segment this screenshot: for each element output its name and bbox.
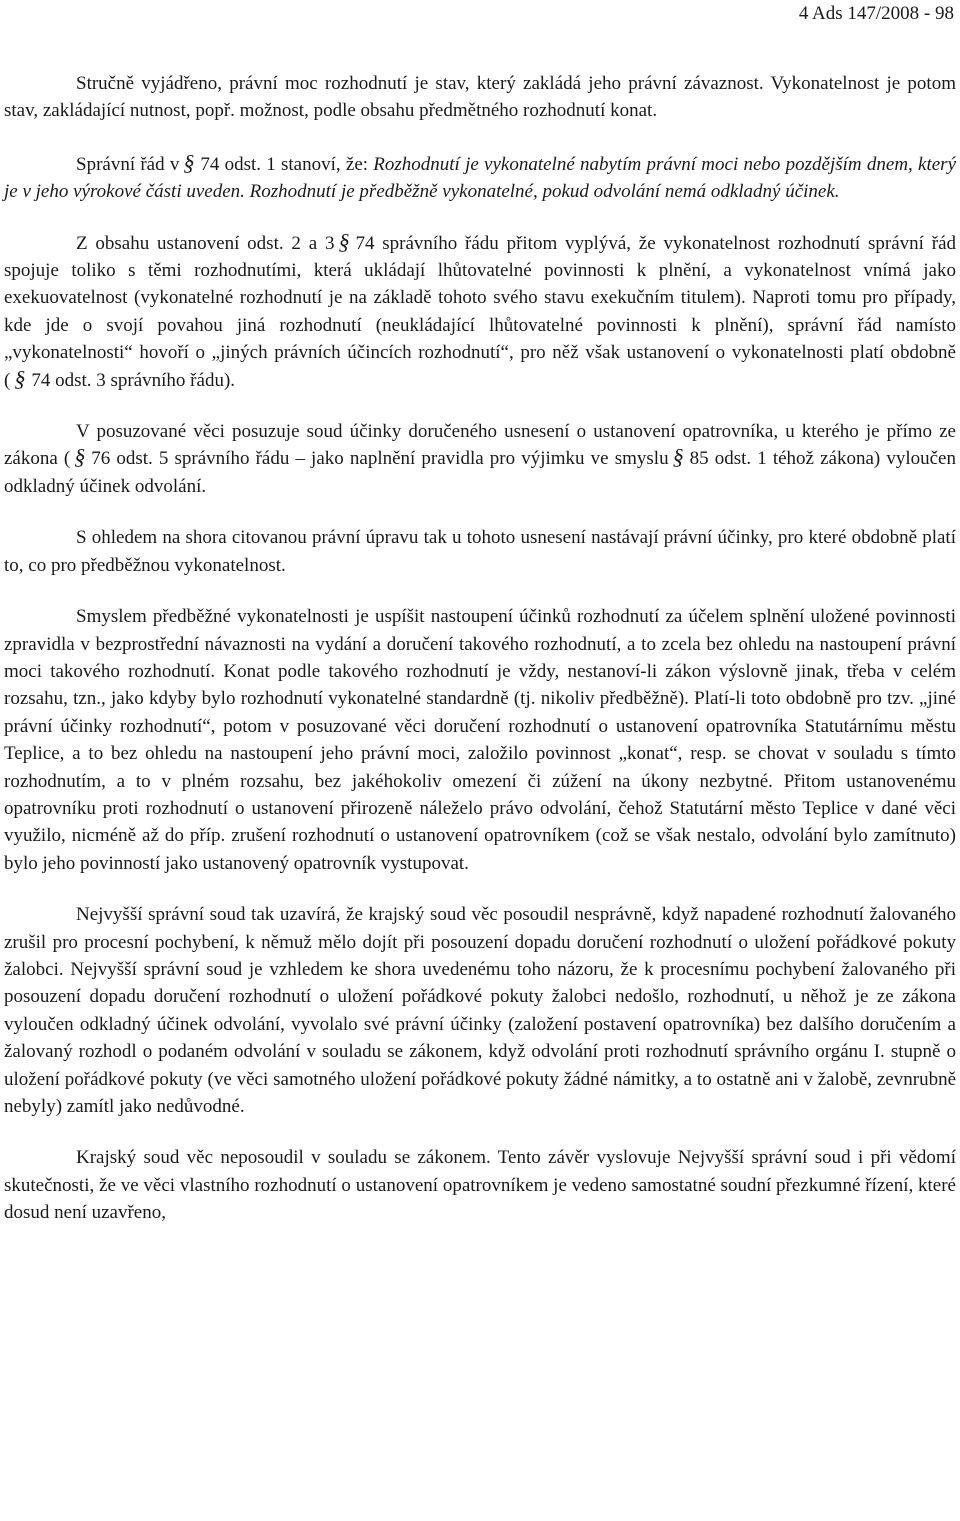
page-reference: 4 Ads 147/2008 - 98 [798,3,954,24]
paragraph-2 [4,151,956,206]
p2-quote-2: Rozhodnutí je předběžně vykonatelné, pokud odvolání nemá odkladný účinek. [249,181,840,203]
section-sign: § [338,228,350,254]
p2-quote-1: Rozhodnutí je vykonatelné nabytím právní moci nebo pozdějším dnem, který je v jeho výrokové části uveden. [4,153,957,203]
paragraph-6: Smyslem předběžné vykonatelnosti je uspíšit nastoupení účinků rozhodnutí za účelem splnění uložené povinnosti zpravidla v bezprostřední návaznosti na vydání a doručení takového rozhodnutí, a to zcela bez ohledu na nastoupení právní moci takového rozhodnutí. Konat podle takového rozhodnutí je vždy, nestanoví-li zákon výslovně jinak, třeba v celém rozsahu, tzn., jako kdyby bylo rozhodnutí vykonatelné standardně (tj. nikoliv předběžně). Platí-li toto obdobně pro tzv. „jiné právní účinky rozhodnutí“, potom v posuzované věci doručení rozhodnutí o ustanovení opatrovníka Statutárnímu městu Teplice, a to bez ohledu na nastoupení jeho právní moci, založilo povinnost „konat“, resp. se chovat v souladu s tímto rozhodnutím, a to v plném rozsahu, bez jakéhokoliv omezení či zúžení na úkony nezbytné. Přitom ustanovenému opatrovníku proti rozhodnutí o ustanovení přirozeně náleželo právo odvolání, čehož Statutární město Teplice v dané věci využilo, nicméně až do příp. zrušení rozhodnutí o ustanovení opatrovníkem (což se však nestalo, odvolání bylo zamítnuto) bylo jeho povinností jako ustanovený opatrovník vystupovat. [4,606,956,874]
p3-part-b: 74 správního řádu přitom vyplývá, že vykonatelnost rozhodnutí správní řád spojuje toliko s těmi rozhodnutími, která ukládají lhůtovatelné povinnosti k plnění, a vykonatelnost vnímá jako exekuovatelnost (vykonatelné rozhodnutí je na základě tohoto svého stavu exekučním titulem). Naproti tomu pro případy, kde jde o svojí povahou jiná rozhodnutí (neukládající lhůtovatelné povinnosti k plnění), správní řád namísto „vykonatelnosti“ hovoří o „jiných právních účincích rozhodnutí“, pro něž však ustanovení o vykonatelnosti platí obdobně ( [4,232,957,391]
paragraph-5: S ohledem na shora citovanou právní úpravu tak u tohoto usnesení nastávají právní účinky, pro které obdobně platí to, co pro předběžnou vykonatelnost. [4,527,956,576]
paragraph-1: Stručně vyjádřeno, právní moc rozhodnutí je stav, který zakládá jeho právní závaznost. Vykonatelnost je potom stav, zakládající nutnost, popř. možnost, podle obsahu předmětného rozhodnutí konat. [4,73,956,122]
p2-intro: Správní řád v [76,153,180,175]
p4-part-c: 85 odst. 1 téhož zákona) vyloučen odkladný účinek odvolání. [4,448,956,497]
p2-reference: 74 odst. 1 stanoví, že: [200,153,374,175]
section-sign: § [74,444,86,470]
p3-part-a: Z obsahu ustanovení odst. 2 a 3 [76,232,335,254]
paragraph-7: Nejvyšší správní soud tak uzavírá, že krajský soud věc posoudil nesprávně, když napadené rozhodnutí žalovaného zrušil pro procesní pochybení, k němuž mělo dojít při posouzení dopadu doručení rozhodnutí o uložení pořádkové pokuty žalobci. Nejvyšší správní soud je vzhledem ke shora uvedenému toho názoru, že k procesnímu pochybení žalovaného při posouzení dopadu doručení rozhodnutí o uložení pořádkové pokuty žalobci nedošlo, rozhodnutí, u něhož je ze zákona vyloučen odkladný účinek odvolání, vyvolalo své právní účinky (založení postavení opatrovníka) bez dalšího doručením a žalovaný rozhodl o podaném odvolání v souladu se zákonem, když odvolání proti rozhodnutí správního orgánu I. stupně o uložení pořádkové pokuty (ve věci samotného uložení pořádkové pokuty žádné námitky, a to ostatně ani v žalobě, zevnrubně nebyly) zamítl jako nedůvodné. [4,904,956,1117]
p4-part-a: V posuzované věci posuzuje soud účinky doručeného usnesení o ustanovení opatrovníka, u kterého je přímo ze zákona ( [4,421,956,470]
p4-part-b: 76 odst. 5 správního řádu – jako naplnění pravidla pro výjimku ve smyslu [91,448,669,470]
paragraph-4 [4,418,956,500]
paragraph-8: Krajský soud věc neposoudil v souladu se zákonem. Tento závěr vyslovuje Nejvyšší správní soud i při vědomí skutečnosti, že ve věci vlastního rozhodnutí o ustanovení opatrovníkem je vedeno samostatné soudní přezkumné řízení, které dosud není uzavřeno, [4,1147,956,1224]
section-sign: § [672,444,684,470]
p3-part-c: 74 odst. 3 správního řádu). [31,369,236,391]
section-sign: § [183,149,195,175]
paragraph-3 [4,230,956,394]
section-sign: § [14,365,26,391]
